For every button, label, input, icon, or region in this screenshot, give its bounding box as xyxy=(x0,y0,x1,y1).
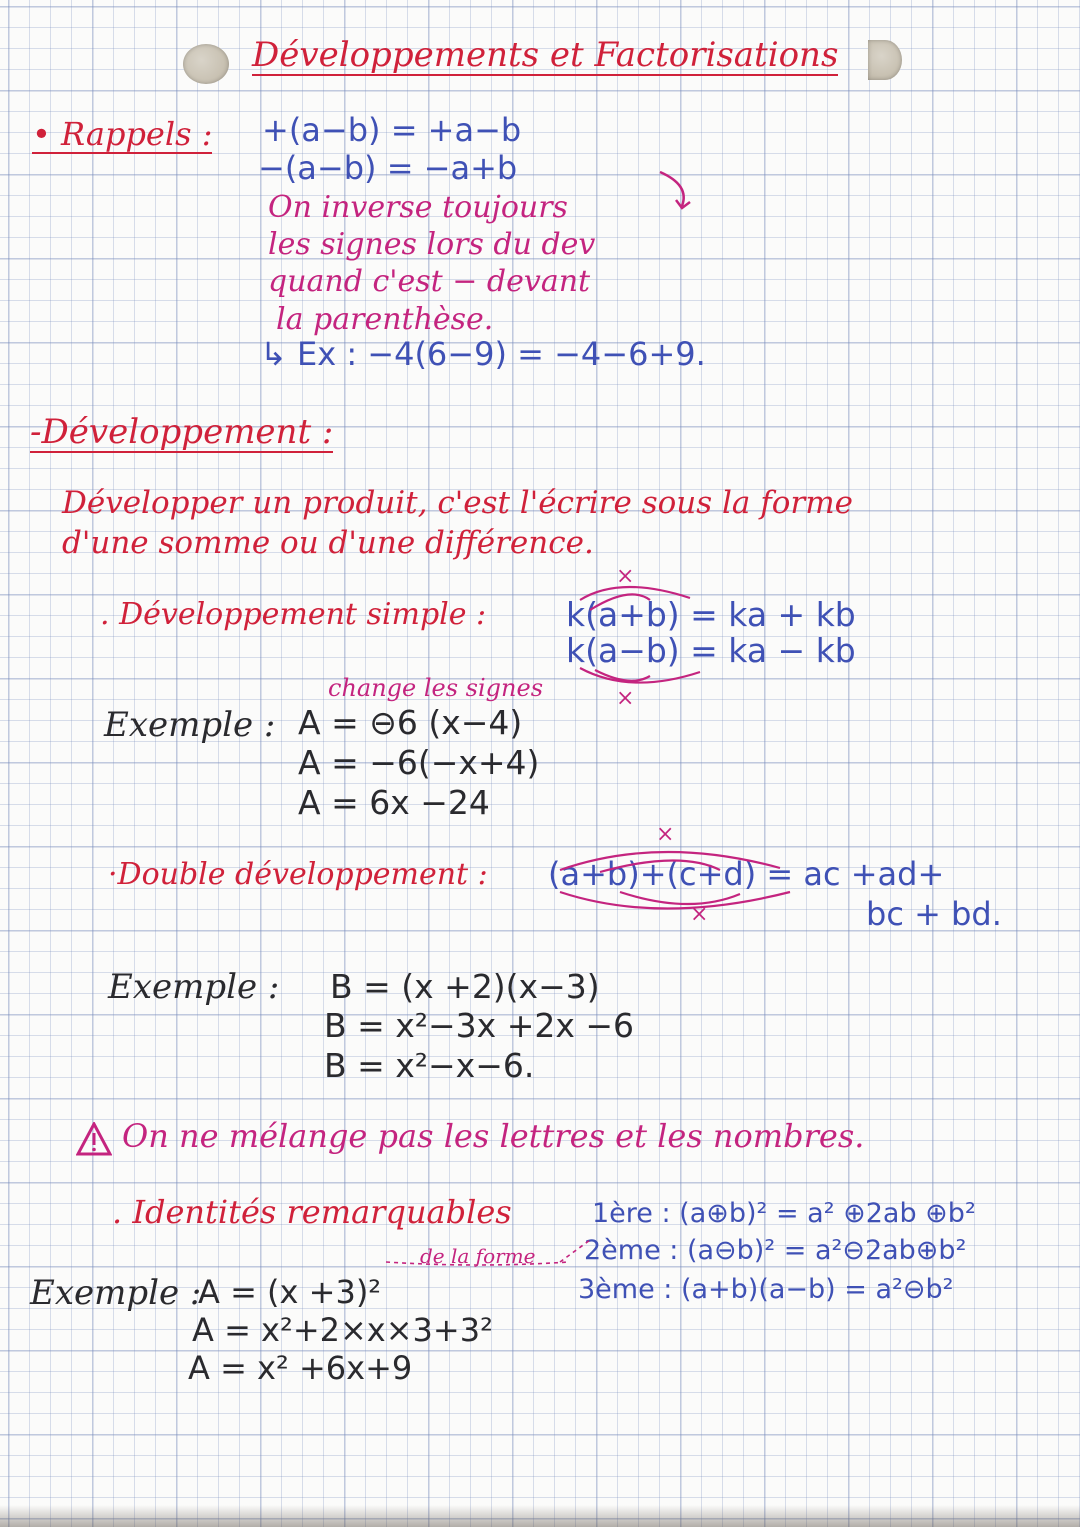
double-mark-top: × xyxy=(656,822,675,847)
rappel-note-line-2: les signes lors du dev xyxy=(268,227,596,262)
rappel-rule-2: −(a−b) = −a+b xyxy=(258,149,518,187)
double-step-1: B = (x +2)(x−3) xyxy=(330,967,600,1006)
rappel-rule-1: +(a−b) = +a−b xyxy=(262,111,522,149)
identites-step-2: A = x²+2×x×3+3² xyxy=(192,1311,493,1349)
identites-step-3: A = x² +6x+9 xyxy=(188,1349,413,1387)
identity-3: 3ème : (a+b)(a−b) = a²⊖b² xyxy=(578,1274,954,1305)
rappel-note-line-4: la parenthèse. xyxy=(276,302,494,337)
double-formula-line-1: (a+b)+(c+d) = ac +ad+ xyxy=(548,855,945,893)
developpement-heading: -Développement : xyxy=(30,412,334,452)
simple-step-2: A = −6(−x+4) xyxy=(298,743,540,782)
simple-example-label: Exemple : xyxy=(104,705,276,745)
simple-formula-1: k(a+b) = ka + kb xyxy=(566,595,856,634)
double-mark-bottom: × xyxy=(690,902,709,927)
identites-label: . Identités remarquables xyxy=(112,1193,512,1231)
rappels-label: • Rappels : xyxy=(32,115,213,153)
double-step-3: B = x²−x−6. xyxy=(324,1046,535,1085)
change-signs-note: change les signes xyxy=(328,674,544,702)
binder-hole-left xyxy=(183,44,229,84)
identites-step-1: A = (x +3)² xyxy=(198,1273,382,1311)
rappel-example: ↳ Ex : −4(6−9) = −4−6+9. xyxy=(260,335,706,373)
double-step-2: B = x²−3x +2x −6 xyxy=(324,1006,635,1045)
rappel-note-line-3: quand c'est − devant xyxy=(268,264,591,299)
form-note: de la forme xyxy=(420,1244,536,1268)
simple-step-3: A = 6x −24 xyxy=(298,783,490,822)
warning-triangle-icon xyxy=(76,1122,112,1156)
simple-label: . Développement simple : xyxy=(100,597,487,632)
simple-step-1: A = ⊖6 (x−4) xyxy=(298,703,523,742)
definition-line-1: Développer un produit, c'est l'écrire sous la forme xyxy=(62,485,853,521)
double-label: ·Double développement : xyxy=(108,857,488,892)
double-example-label: Exemple : xyxy=(108,967,280,1007)
simple-mark-bottom: × xyxy=(616,686,635,711)
page-bottom-edge xyxy=(0,1505,1080,1527)
definition-line-2: d'une somme ou d'une différence. xyxy=(62,525,594,561)
double-formula-line-2: bc + bd. xyxy=(866,895,1002,933)
identites-example-label: Exemple : xyxy=(30,1273,202,1313)
identity-1: 1ère : (a⊕b)² = a² ⊕2ab ⊕b² xyxy=(592,1198,976,1229)
warning-text: On ne mélange pas les lettres et les nombres. xyxy=(122,1117,865,1155)
rappel-note-line-1: On inverse toujours xyxy=(268,190,568,225)
simple-formula-2: k(a−b) = ka − kb xyxy=(566,631,856,670)
binder-hole-right xyxy=(868,40,902,80)
simple-mark-top: × xyxy=(616,564,635,589)
page-title: Développements et Factorisations xyxy=(252,35,839,75)
identity-2: 2ème : (a⊖b)² = a²⊖2ab⊕b² xyxy=(584,1235,967,1266)
